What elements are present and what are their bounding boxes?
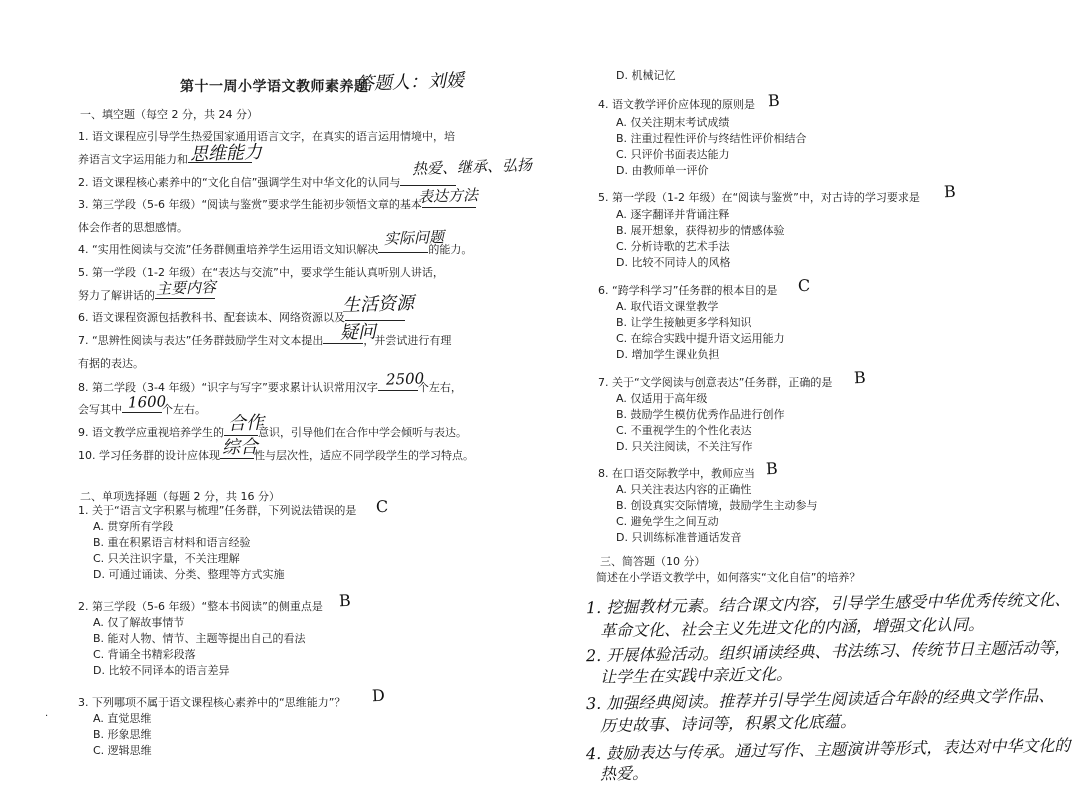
- choice-q7-option: D. 只关注阅读，不关注写作: [616, 440, 753, 453]
- fill-q7-answer: 疑问: [339, 321, 377, 344]
- short-answer-line: 2. 开展体验活动。组织诵读经典、书法练习、传统节日主题活动等，: [585, 637, 1071, 666]
- fill-q8-line2: 会写其中 个左右。: [78, 403, 206, 416]
- short-answer-line: 4. 鼓励表达与传承。通过写作、主题演讲等形式，表达对中华文化的: [585, 735, 1071, 764]
- fill-q3-line2: 体会作者的思想感情。: [78, 221, 188, 234]
- fill-q1-line1: 1. 语文课程应引导学生热爱国家通用语言文字，在真实的语言运用情境中，培: [78, 130, 455, 143]
- fill-q3-answer: 表达方法: [417, 185, 479, 207]
- choice-q4: 4. 语文教学评价应体现的原则是: [598, 98, 755, 111]
- choice-q4-option: A. 仅关注期末考试成绩: [616, 116, 730, 129]
- choice-q3-option: B. 形象思维: [93, 728, 152, 741]
- choice-q5-option: A. 逐字翻译并背诵注释: [616, 208, 730, 221]
- choice-q7-option: C. 不重视学生的个性化表达: [616, 424, 752, 437]
- choice-q5-option: B. 展开想象，获得初步的情感体验: [616, 224, 785, 237]
- fill-q4: 4. “实用性阅读与交流”任务群侧重培养学生运用语文知识解决 的能力。: [78, 243, 473, 256]
- choice-q7-answer: B: [853, 367, 867, 388]
- choice-q2: 2. 第三学段（5-6 年级）“整本书阅读”的侧重点是: [78, 600, 323, 613]
- choice-q7-option: B. 鼓励学生模仿优秀作品进行创作: [616, 408, 785, 421]
- choice-q2-answer: B: [338, 590, 352, 611]
- choice-q3-answer: D: [371, 685, 386, 706]
- choice-q8: 8. 在口语交际教学中，教师应当: [598, 467, 755, 480]
- choice-q3-option: C. 逻辑思维: [93, 744, 152, 757]
- scan-speck: ·: [45, 711, 49, 722]
- choice-q8-option: A. 只关注表达内容的正确性: [616, 483, 752, 496]
- short-answer-line: 3. 加强经典阅读。推荐并引导学生阅读适合年龄的经典文学作品、: [585, 685, 1055, 714]
- fill-q10: 10. 学习任务群的设计应体现 性与层次性，适应不同学段学生的学习特点。: [78, 449, 474, 462]
- choice-q8-answer: B: [765, 458, 779, 479]
- choice-q2-option: D. 比较不同译本的语言差异: [93, 664, 230, 677]
- fill-q8-answer: 2500: [385, 369, 425, 389]
- fill-q9-answer: 合作: [227, 412, 265, 435]
- short-answer-line: 历史故事、诗词等，积累文化底蕴。: [599, 711, 857, 736]
- fill-q5-line1: 5. 第一学段（1-2 年级）在“表达与交流”中，要求学生能认真听别人讲话，: [78, 266, 444, 279]
- fill-q5-line2: 努力了解讲话的: [78, 290, 215, 301]
- author-signature: 答题人：刘媛: [355, 70, 465, 95]
- fill-q8-answer2: 1600: [127, 392, 167, 412]
- choice-q1-option: C. 只关注识字量，不关注理解: [93, 552, 240, 565]
- short-answer-line: 热爱。: [599, 763, 649, 784]
- choice-q4-option: B. 注重过程性评价与终结性评价相结合: [616, 132, 807, 145]
- fill-heading: 一、填空题（每空 2 分，共 24 分）: [80, 108, 258, 121]
- fill-q7-line2: 有据的表达。: [78, 357, 144, 370]
- fill-q9: 9. 语文教学应重视培养学生的 意识，引导他们在合作中学会倾听与表达。: [78, 426, 467, 439]
- choice-q8-option: B. 创设真实交际情境，鼓励学生主动参与: [616, 499, 818, 512]
- choice-q2-option: A. 仅了解故事情节: [93, 616, 185, 629]
- short-answer-line: 让学生在实践中亲近文化。: [599, 664, 793, 687]
- choice-q6: 6. “跨学科学习”任务群的根本目的是: [598, 284, 778, 297]
- fill-q1-answer: 思维能力: [189, 141, 263, 166]
- fill-q4-answer: 实际问题: [383, 227, 445, 249]
- choice-q8-option: D. 只训练标准普通话发音: [616, 531, 742, 544]
- choice-q3-option: A. 直觉思维: [93, 712, 152, 725]
- choice-q2-option: C. 背诵全书精彩段落: [93, 648, 196, 661]
- choice-heading: 二、单项选择题（每题 2 分，共 16 分）: [80, 490, 280, 503]
- choice-q5-option: C. 分析诗歌的艺术手法: [616, 240, 730, 253]
- fill-q6: 6. 语文课程资源包括教科书、配套读本、网络资源以及: [78, 312, 405, 323]
- choice-q4-answer: B: [767, 90, 781, 111]
- fill-q6-answer: 生活资源: [341, 292, 415, 317]
- choice-q3: 3. 下列哪项不属于语文课程核心素养中的“思维能力”？: [78, 696, 346, 709]
- short-question: 简述在小学语文教学中，如何落实“文化自信”的培养？: [596, 571, 861, 584]
- choice-q3-option: D. 机械记忆: [616, 69, 676, 82]
- choice-q6-option: B. 让学生接触更多学科知识: [616, 316, 752, 329]
- fill-q2: 2. 语文课程核心素养中的“文化自信”强调学生对中华文化的认同与: [78, 177, 456, 188]
- choice-q1-option: A. 贯穿所有学段: [93, 520, 174, 533]
- choice-q1: 1. 关于“语言文字积累与梳理”任务群，下列说法错误的是: [78, 504, 357, 517]
- short-answer-line: 1. 挖掘教材元素。结合课文内容，引导学生感受中华优秀传统文化、: [585, 589, 1071, 618]
- choice-q5-option: D. 比较不同诗人的风格: [616, 256, 731, 269]
- choice-q2-option: B. 能对人物、情节、主题等提出自己的看法: [93, 632, 306, 645]
- fill-q8-line1: 8. 第二学段（3-4 年级）“识字与写字”要求累计认识常用汉字 个左右，: [78, 381, 462, 394]
- short-answer-line: 革命文化、社会主义先进文化的内涵，增强文化认同。: [599, 614, 985, 641]
- choice-q8-option: C. 避免学生之间互动: [616, 515, 719, 528]
- choice-q4-option: D. 由教师单一评价: [616, 164, 709, 177]
- fill-q10-answer: 综合: [221, 436, 259, 459]
- choice-q5: 5. 第一学段（1-2 年级）在“阅读与鉴赏”中，对古诗的学习要求是: [598, 191, 920, 204]
- choice-q6-option: A. 取代语文课堂教学: [616, 300, 719, 313]
- fill-q1-line2: 养语言文字运用能力和: [78, 154, 252, 165]
- choice-q1-option: B. 重在积累语言材料和语言经验: [93, 536, 251, 549]
- choice-q4-option: C. 只评价书面表达能力: [616, 148, 730, 161]
- choice-q7-option: A. 仅适用于高年级: [616, 392, 708, 405]
- fill-q3-line1: 3. 第三学段（5-6 年级）“阅读与鉴赏”要求学生能初步领悟文章的基本: [78, 199, 476, 210]
- fill-q7-line1: 7. “思辨性阅读与表达”任务群鼓励学生对文本提出 ，并尝试进行有理: [78, 334, 452, 347]
- short-heading: 三、简答题（10 分）: [600, 555, 706, 568]
- fill-q5-answer: 主要内容: [155, 277, 217, 299]
- fill-q2-answer: 热爱、继承、弘扬: [411, 155, 533, 179]
- page-title: 第十一周小学语文教师素养题: [180, 79, 369, 95]
- choice-q1-answer: C: [375, 496, 389, 517]
- choice-q7: 7. 关于“文学阅读与创意表达”任务群，正确的是: [598, 376, 833, 389]
- choice-q5-answer: B: [943, 181, 957, 202]
- choice-q1-option: D. 可通过诵读、分类、整理等方式实施: [93, 568, 285, 581]
- choice-q6-option: D. 增加学生课业负担: [616, 348, 720, 361]
- choice-q6-answer: C: [797, 275, 811, 296]
- choice-q6-option: C. 在综合实践中提升语文运用能力: [616, 332, 785, 345]
